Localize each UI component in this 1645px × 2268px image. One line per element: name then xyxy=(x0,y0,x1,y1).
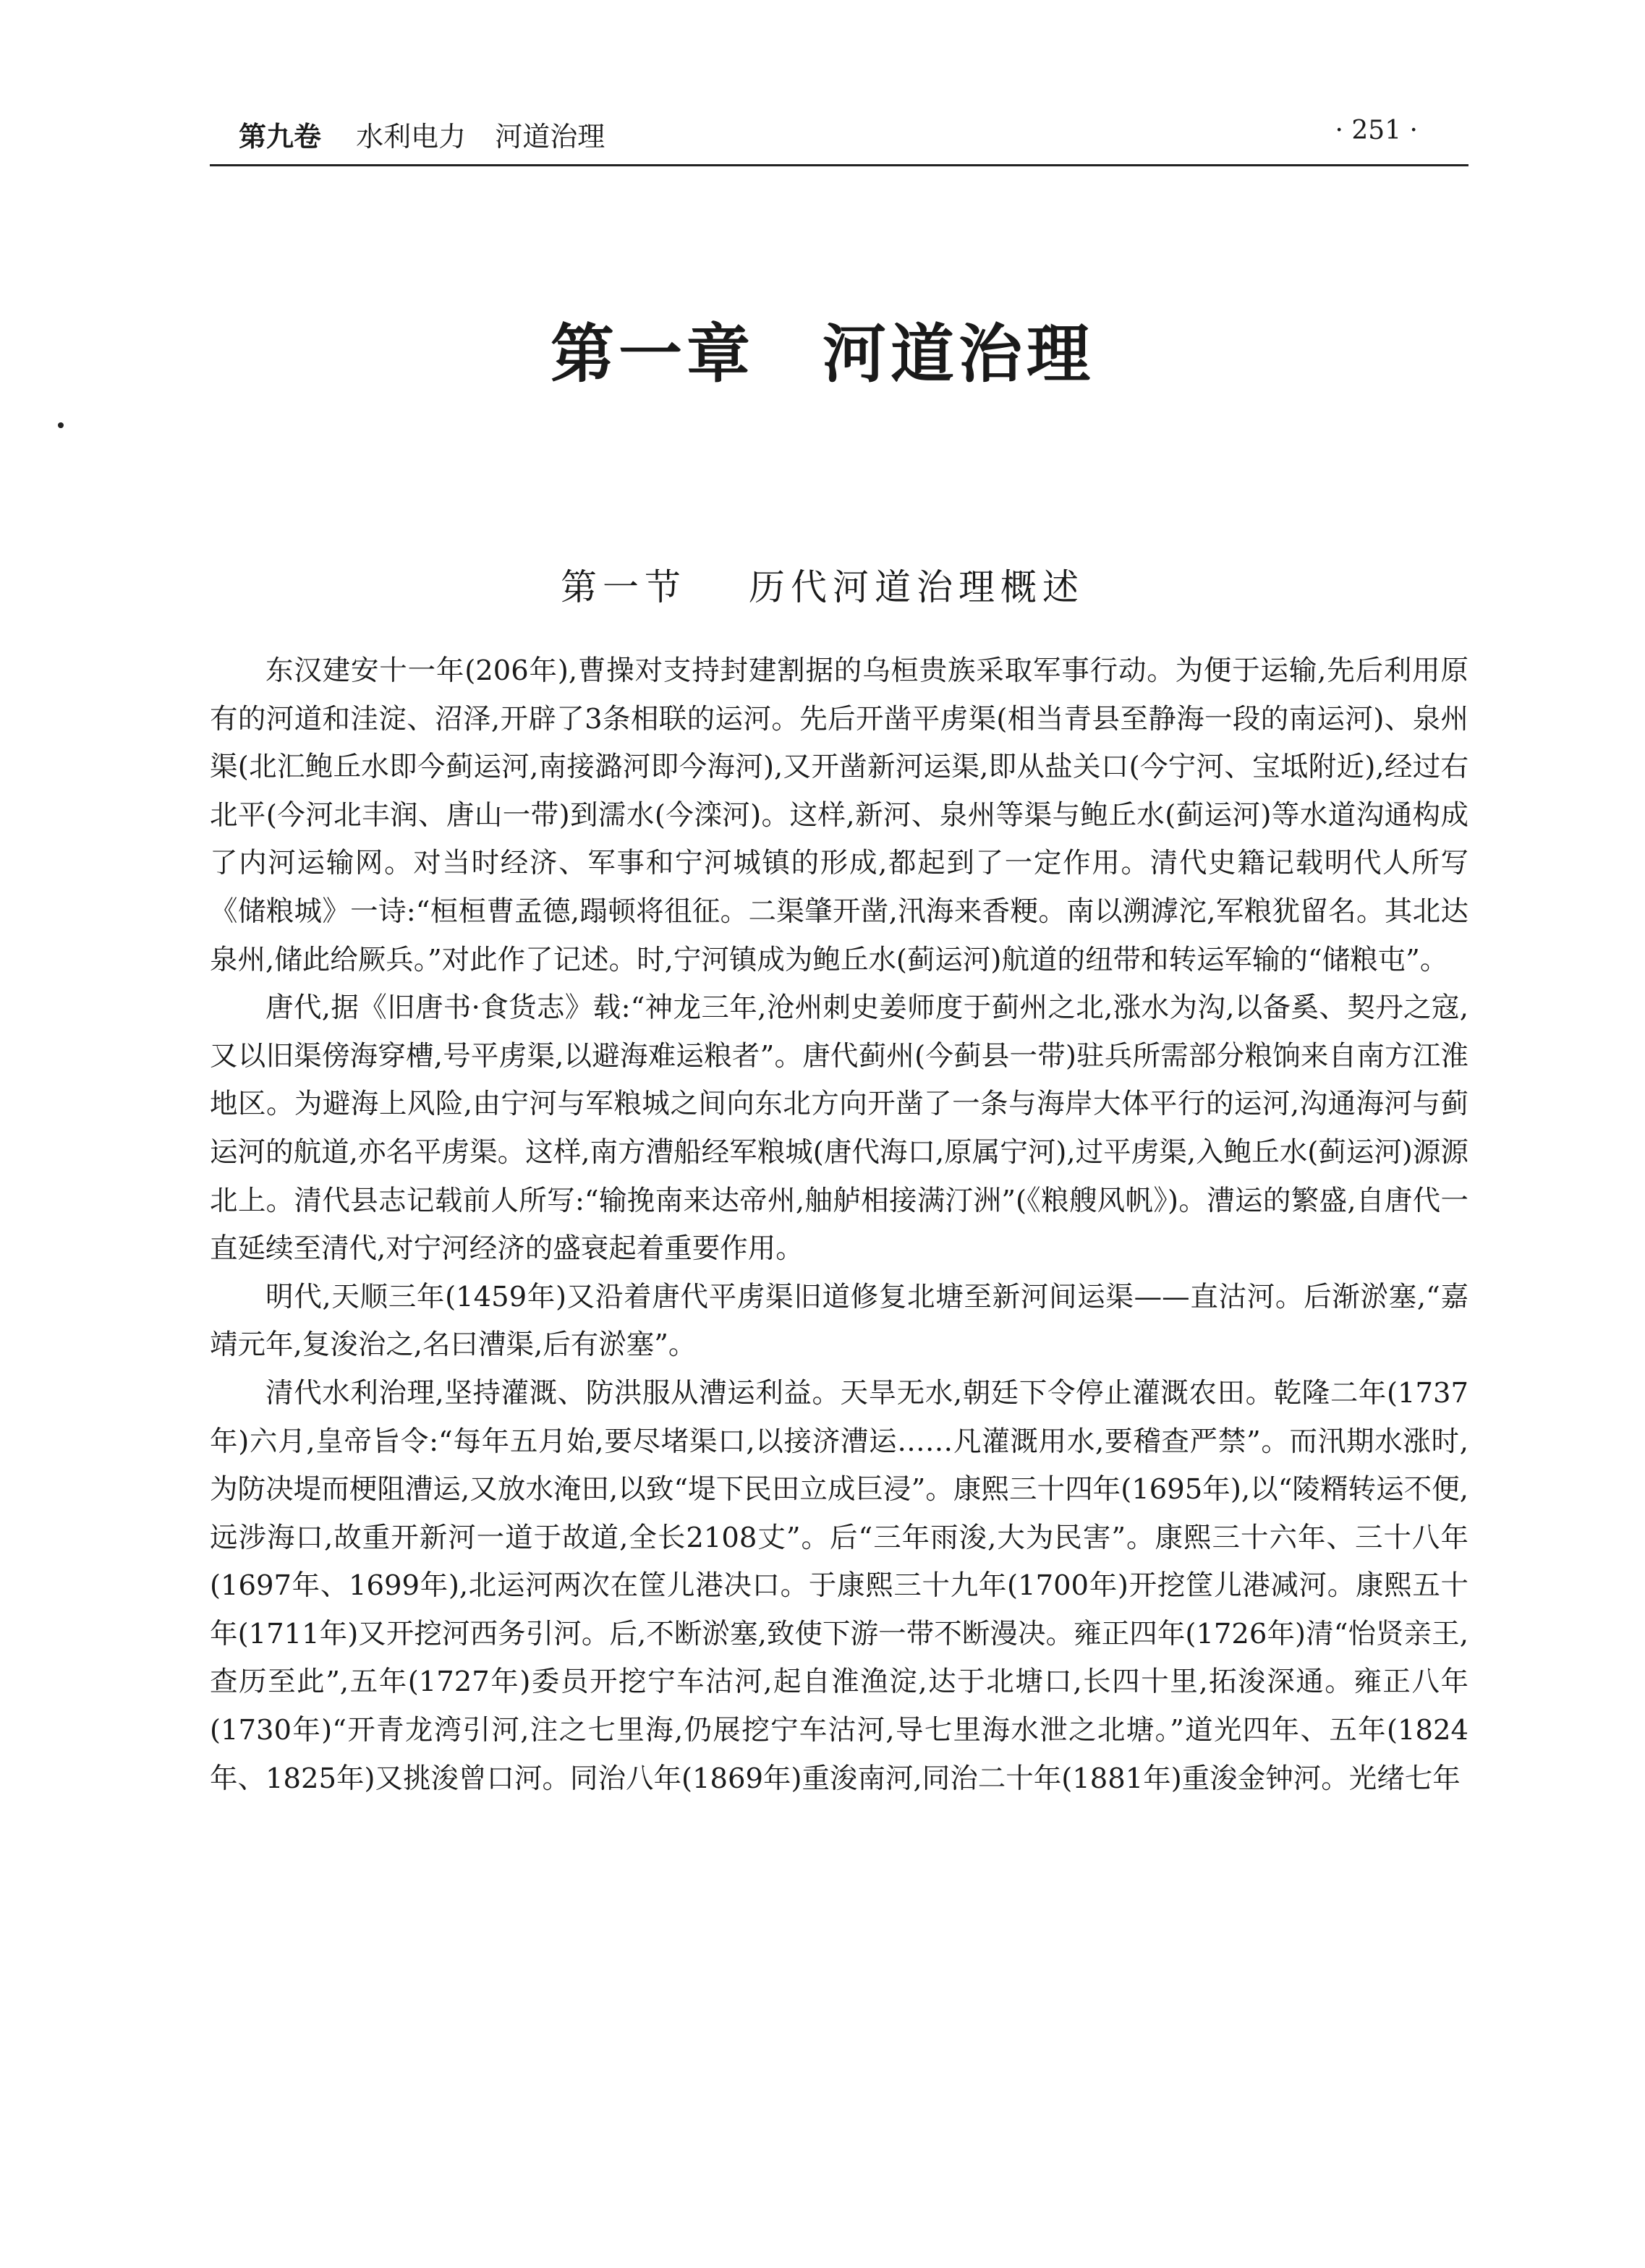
stray-ink-mark xyxy=(58,422,64,428)
paragraph-eastern-han: 东汉建安十一年(206年),曹操对支持封建割据的乌桓贵族采取军事行动。为便于运输,先后利用原有的河道和洼淀、沼泽,开辟了3条相联的运河。先后开凿平虏渠(相当青县至静海一段的南运河)、泉州渠(北汇鲍丘水即今蓟运河,南接潞河即今海河),又开凿新河运渠,即从盐关口(今宁河、宝坻附近),经过右北平(今河北丰润、唐山一带)到濡水(今滦河)。这样,新河、泉州等渠与鲍丘水(蓟运河)等水道沟通构成了内河运输网。对当时经济、军事和宁河城镇的形成,都起到了一定作用。清代史籍记载明代人所写《储粮城》一诗:“桓桓曹孟德,蹋顿将徂征。二渠肇开凿,汛海来香粳。南以溯滹沱,军粮犹留名。其北达泉州,储此给厥兵。”对此作了记述。时,宁河镇成为鲍丘水(蓟运河)航道的纽带和转运军输的“储粮屯”。 xyxy=(210,655,1468,976)
header-category: 水利电力 xyxy=(356,121,467,153)
paragraph-tang: 唐代,据《旧唐书·食货志》载:“神龙三年,沧州刺史姜师度于蓟州之北,涨水为沟,以备奚、契丹之寇,又以旧渠傍海穿槽,号平虏渠,以避海难运粮者”。唐代蓟州(今蓟县一带)驻兵所需部分粮饷来自南方江淮地区。为避海上风险,由宁河与军粮城之间向东北方向开凿了一条与海岸大体平行的运河,沟通海河与蓟运河的航道,亦名平虏渠。这样,南方漕船经军粮城(唐代海口,原属宁河),过平虏渠,入鲍丘水(蓟运河)源源北上。清代县志记载前人所写:“输挽南来达帝州,舳舻相接满汀洲”(《粮艘风帆》)。漕运的繁盛,自唐代一直延续至清代,对宁河经济的盛衰起着重要作用。 xyxy=(210,992,1468,1266)
page-number: · 251 · xyxy=(1335,116,1418,145)
header-breadcrumb xyxy=(239,114,605,154)
paragraph-qing: 清代水利治理,坚持灌溉、防洪服从漕运利益。天旱无水,朝廷下令停止灌溉农田。乾隆二年(1737年)六月,皇帝旨令:“每年五月始,要尽堵渠口,以接济漕运……凡灌溉用水,要稽查严禁”。而汛期水涨时,为防决堤而梗阻漕运,又放水淹田,以致“堤下民田立成巨浸”。康熙三十四年(1695年),以“陵糈转运不便,远涉海口,故重开新河一道于故道,全长2108丈”。后“三年雨浚,大为民害”。康熙三十六年、三十八年(1697年、1699年),北运河两次在筐儿港决口。于康熙三十九年(1700年)开挖筐儿港减河。康熙五十年(1711年)又开挖河西务引河。后,不断淤塞,致使下游一带不断漫决。雍正四年(1726年)清“怡贤亲王,查历至此”,五年(1727年)委员开挖宁车沽河,起自淮渔淀,达于北塘口,长四十里,拓浚深通。雍正八年(1730年)“开青龙湾引河,注之七里海,仍展挖宁车沽河,导七里海水泄之北塘。”道光四年、五年(1824年、1825年)又挑浚曾口河。同治八年(1869年)重浚南河,同治二十年(1881年)重浚金钟河。光绪七年 xyxy=(210,1376,1468,1795)
header-volume: 第九卷 xyxy=(239,121,322,153)
header-topic: 河道治理 xyxy=(495,121,605,153)
paragraph-ming: 明代,天顺三年(1459年)又沿着唐代平虏渠旧道修复北塘至新河间运渠——直沽河。后渐淤塞,“嘉靖元年,复浚治之,名曰漕渠,后有淤塞”。 xyxy=(210,1280,1468,1362)
body-text xyxy=(210,647,1468,1803)
section-title: 历代河道治理概述 xyxy=(748,566,1084,608)
section-heading xyxy=(0,558,1645,610)
chapter-title: 第一章 河道治理 xyxy=(550,317,1094,391)
header-rule xyxy=(210,164,1468,166)
section-number: 第一节 xyxy=(561,566,687,608)
running-header xyxy=(210,101,1468,166)
